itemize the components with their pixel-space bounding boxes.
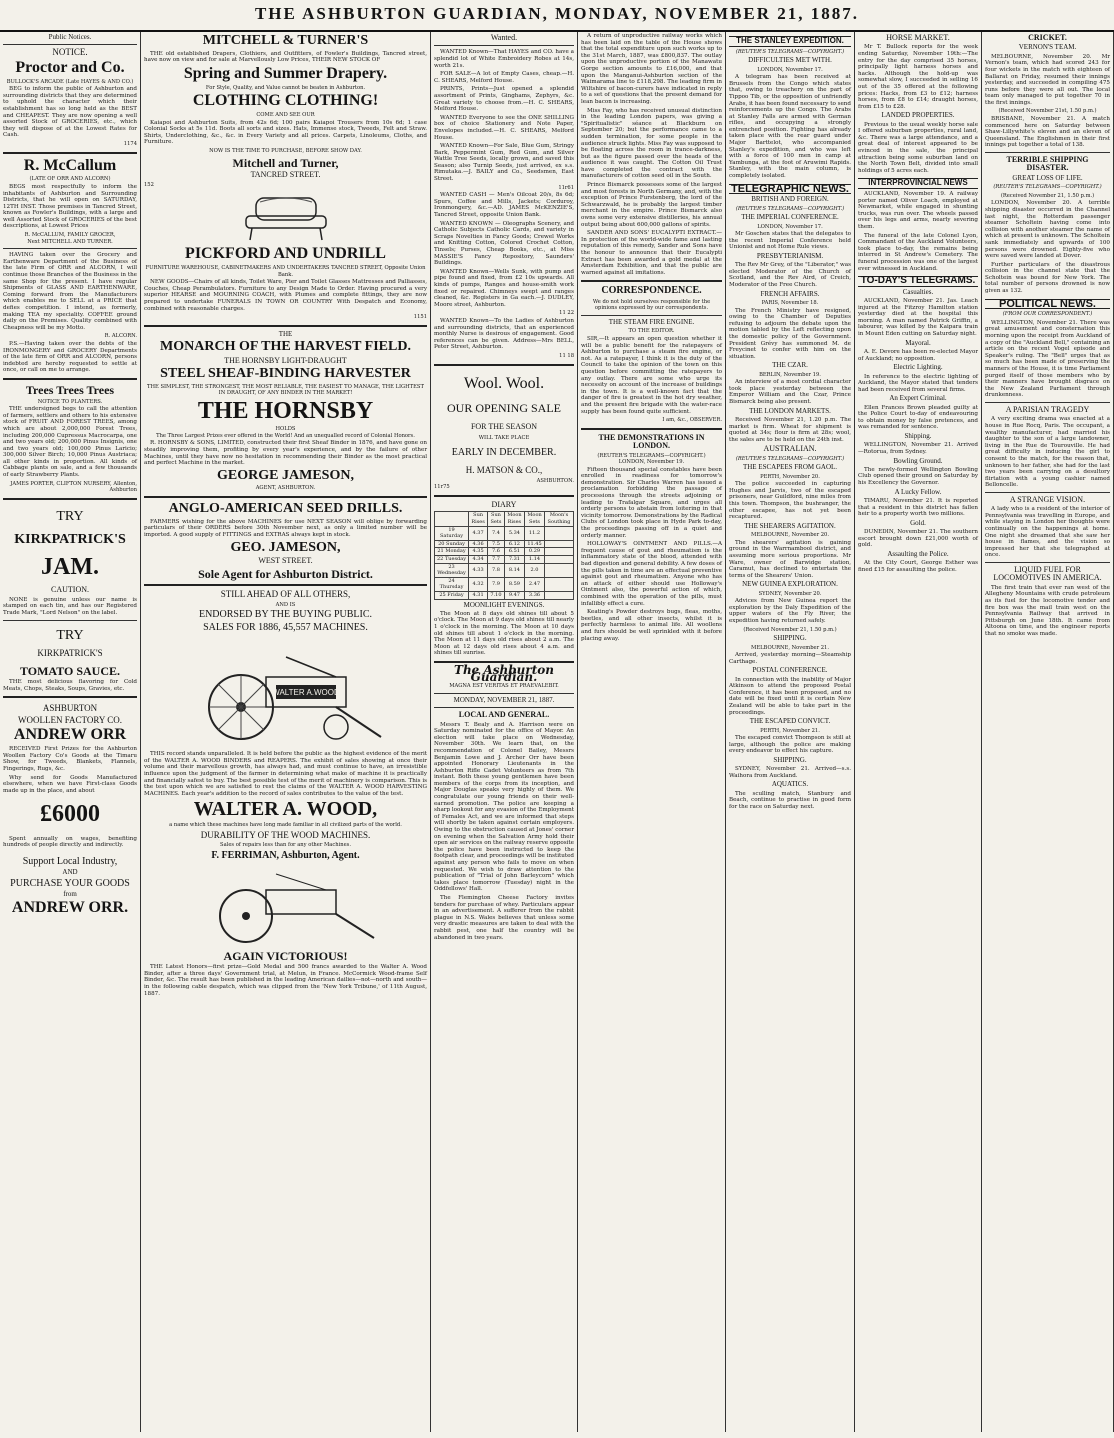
diary-cell: 23 Wednesday: [435, 563, 469, 577]
spent-text: Spent annually on wages, benefiting hundreds of people directly and indirectly.: [3, 835, 137, 849]
interprovincial-body-2: The funeral of the late Colonel Lyon, Commandant of the Auckland Volunteers, took place to-day, the remains being interred in St Andrew's Cemetery. The funeral procession was one of the largest ever witnessed in Auckland.: [858, 232, 978, 272]
jam-heading: JAM.: [41, 554, 99, 581]
todays-telegrams-heading: TO-DAY'S TELEGRAMS.: [858, 276, 978, 287]
presbyterianism-heading: PRESBYTERIANISM.: [756, 251, 824, 260]
vernon-heading: VERNON'S TEAM.: [1018, 43, 1077, 52]
escapes-heading: THE ESCAPEES FROM GAOL.: [742, 463, 838, 472]
diary-cell: 1.14: [524, 555, 544, 563]
diary-cell: [545, 555, 574, 563]
again-body: THE Latest Honors—first prize—Gold Medal and 500 francs awarded to the Walter A. Wood Binder, after a three days' Government trial, at Melun, in France. McCormick Wood-frame Self Binder, &c. The result has been published in the leading American dailies—not—north and south—in the following cable despatch, which was clipped from the 'New York Tribune,' of 11th August, 1887.: [144, 964, 427, 997]
purchase-heading: PURCHASE YOUR GOODS: [10, 877, 130, 889]
spring-heading: Spring and Summer Drapery.: [183, 64, 388, 82]
binder-illustration-icon: [196, 866, 376, 946]
diary-row: [435, 548, 574, 556]
amount-heading: £6000: [40, 801, 100, 828]
diary-cell: 7.31: [504, 555, 524, 563]
clothing-heading: CLOTHING CLOTHING!: [192, 92, 379, 110]
casualties-body: AUCKLAND, November 21. Jas. Leach injured at the Fitzroy Hamilton station yesterday died at the hospital this morning. A man named Patrick Griffin, a labourer, was killed by the Kaipara train in Mount Eden cutting on Saturday night.: [858, 298, 978, 338]
convict-body: The escaped convict Thompson is still at large, although the police are making every endeavor to effect his capture.: [729, 735, 851, 755]
disaster-heading: TERRIBLE SHIPPING DISASTER.: [1006, 155, 1089, 173]
trees-body: THE undersigned begs to call the attention of farmers, settlers and others to his extensive stock of FRUIT AND FOREST TREES, among which are about 2,000,000 Forest Trees, including 200,000 Cupressus Macrocarpa, one and two years old; 200,000 Pinus Insignis, one and two years old; 100,000 Pinus Laricio; 300,000 Silver Birch; 10,000 Pinus Austriaca; all other kinds in proportion. All kinds of Cabbage plants on sale, and a few thousands of early Strawberry Plants.: [3, 406, 137, 479]
mccallum-signature: R. McCALLUM, FAMILY GROCER,: [24, 232, 116, 239]
shipping-date: MELBOURNE, November 21.: [751, 644, 829, 651]
three-prizes-text: The Three Largest Prizes ever offered in the World! And an unequalled record of Colonial Honors.: [156, 432, 415, 439]
political-sub: (FROM OUR CORRESPONDENT.): [1002, 311, 1093, 318]
convict-heading: THE ESCAPED CONVICT.: [749, 717, 831, 726]
local-heading: LOCAL AND GENERAL.: [458, 710, 550, 720]
andrew-orr-footer: ANDREW ORR.: [11, 899, 129, 917]
shipping-body: Arrived, yesterday morning—Steamship Carthage.: [729, 652, 851, 665]
stanley-date: LONDON, November 17.: [757, 66, 823, 73]
column-7: [982, 32, 1114, 1432]
holloway-body: HOLLOWAY'S OINTMENT AND PILLS.—A frequent cause of gout and rheumatism is the inflammatory state of the blood, attended with bad digestion and general debility. A few doses of the pills taken in time are an effectual preventive against gout and rheumatism. Anyone who has an attack of either should use Holloway's Ointment also, the powerful action of which, combined with the operation of the pills, must infallibly effect a cure.: [581, 541, 722, 607]
column-3: [431, 32, 578, 1432]
diary-header-cell: Sun Sets: [488, 512, 505, 526]
diary-cell: 4.34: [469, 555, 488, 563]
escapes-date: PERTH, November 20.: [760, 473, 820, 480]
diary-heading: DIARY: [491, 500, 517, 510]
diary-cell: 9.47: [504, 591, 524, 599]
matson-ashburton: ASHBURTON.: [536, 477, 574, 484]
czar-body: An interview of a most cordial character took place yesterday between the Emperor William and the Czar, Prince Bismarck being also present.: [729, 379, 851, 405]
wanted-2: FOR SALE—A lot of Empty Cases, cheap.—H. C. SHEARS, Melford House.: [434, 71, 574, 84]
mitchell-turner-body: THE old established Drapers, Clothiers, and Outfitters, of Fowler's Buildings, Tancred street, have now on view and for sale at Marvellously Low Prices, THEIR NEW STOCK OF: [144, 50, 427, 64]
wanted-3: PRINTS, Prints—Just opened a splendid assortment of Prints, Ginghams, Zephyrs, &c. Great variety to choose from.—H. C. SHEARS, Melford House.: [434, 86, 574, 113]
opening-sale-heading: OUR OPENING SALE: [447, 401, 561, 416]
matson-num: 11r75: [434, 484, 450, 491]
diary-cell: [545, 563, 574, 577]
bowling-heading: Bowling Ground.: [893, 456, 943, 465]
tomato-body: THE most delicious flavoring for Cold Meats, Chops, Steaks, Soups, Gravies, etc.: [3, 679, 137, 692]
mccallum-next: Next MITCHELL AND TURNER.: [27, 238, 113, 245]
ferriman-heading: F. FERRIMAN, Ashburton, Agent.: [211, 850, 360, 862]
monarch-heading: MONARCH OF THE HARVEST FIELD.: [160, 339, 411, 355]
vernon-body: MELBOURNE, November 20. Mr Vernon's team, which had scored 243 for four wickets in the match with eighteen of Ballarat on Friday, resumed their innings yesterday, and succeeded in compiling 475 runs before they were all out. The local team only managed to put together 70 in the first innings.: [985, 53, 1110, 106]
column-6: [855, 32, 982, 1432]
telegraphic-heading: TELEGRAPHIC NEWS.: [729, 184, 851, 195]
mayoral-body: A. E. Devore has been re-elected Mayor of Auckland; no opposition.: [858, 348, 978, 362]
spring-sub: For Style, Quality, and Value cannot be beaten in Ashburton.: [205, 84, 366, 91]
diary-cell: [545, 526, 574, 540]
mitchell-turner-num: 152: [144, 181, 154, 188]
shipping-2-heading: SHIPPING.: [773, 755, 807, 764]
will-take-place: WILL TAKE PLACE: [478, 435, 530, 442]
proctor-body: BEG to inform the public of Ashburton and surrounding districts that they are determined to uphold the character which their establishment has so long held as the BEST and CHEAPEST. They are now opening a well assorted Stock of GROCERIES, etc., which they will dispose of at the Lowest Rates for Cash.: [3, 86, 137, 139]
parisian-heading: A PARISIAN TRAGEDY: [1005, 404, 1090, 414]
and-word: AND: [62, 868, 78, 877]
mccallum-body: BEGS most respectfully to inform the inhabitants of Ashburton and Surrounding Districts, that he will open on SATURDAY, 12TH INST. Those premises in Tancred Street, known as Fowler's Buildings, with a large and well Assorted Stock of GROCERIES of the best descriptions, at Lowest Prices: [3, 183, 137, 230]
wanted-8: WANTED Known—Wells Sunk, with pump and pipe found and fixed, from £2 10s upwards. All kinds of pumps, Ranges and house-smith work fixed or repaired. Chimneys swept and ranges cleaned, &c. Registers in Ga each.—J. DUDLEY, Moore street, Ashburton.: [434, 268, 574, 308]
try-heading-1: TRY: [56, 508, 84, 524]
from-word: from: [63, 890, 77, 899]
masthead-title: THE ASHBURTON GUARDIAN, MONDAY, NOVEMBER 21, 1887.: [254, 4, 860, 23]
diary-cell: [545, 548, 574, 556]
diary-cell: 22 Tuesday: [435, 555, 469, 563]
pickford-num: 1151: [413, 314, 427, 321]
stanley-sub: (REUTER'S TELEGRAMS—COPYRIGHT.): [735, 48, 845, 55]
imperial-heading: THE IMPERIAL CONFERENCE.: [741, 213, 839, 222]
trees-signature: JAMES PORTER, CLIFTON NURSERY, Allenton, Ashburton: [10, 480, 137, 494]
police-body: At the City Court, George Esther was fined £15 for assaulting the police.: [858, 560, 978, 573]
seance-body: Miss Fay, who has received unusual distinction in the leading London papers, was giving a "Spiritualistic" séance at Blackburn on September 20; but the performance came to a sudden termination, for some people in the audience struck lights. Miss Fay was supposed to be floating across the room in trance-darkness, but as the figure passed over the heads of the audience it was caught. The Cotton Oil Trust have completed the contract with the manufacturers of cotton seed oil in the South.: [581, 107, 722, 180]
paper-motto: MAGNA EST VERITAS ET PRAEVALEBIT.: [449, 683, 559, 690]
shipping-2-body: SYDNEY, November 21. Arrived—s.s. Waihora from Auckland.: [729, 766, 851, 779]
kirkpatrick-heading: KIRKPATRICK'S: [14, 531, 126, 547]
diary-row: [435, 563, 574, 577]
railway-body: A return of unproductive railway works which has been laid on the table of the House shows that the total expenditure upon such works up to the 31st March, 1887, was £800,837. The outlay upon the unproductive portion of the Manawatu Gorge section amounts to £16,000, and that upon the Manganui-Ashburton section of the Waimarama line to £118,298. The leading firm in Wiltshire of bacon-curers have indicated in reply to a set of questions that the present demand for lean bacon is increasing.: [581, 33, 722, 105]
steel-heading: STEEL SHEAF-BINDING HARVESTER: [160, 366, 411, 382]
column-2: [141, 32, 431, 1432]
parisian-body: A very exciting drama was enacted at a house in Rue Rocq, Paris. The occupant, a wealthy manufacturer, had married his daughter to the son of a large landowner, living in the Rue de Tourouville. He had great difficulty in inducing the girl to consent to the match, for the reason that, unknown to her father, she had for the last two years been carrying on a desultory flirtation with a young cashier named Belloncelle.: [985, 416, 1110, 489]
diary-cell: 19 Saturday: [435, 526, 469, 540]
moonlight-heading: MOONLIGHT EVENINGS.: [463, 600, 545, 609]
demonstrations-body: Fifteen thousand special constables have been enrolled in readiness for tomorrow's demonstration. Sir Charles Warren has issued a proclamation forbidding the passage of processions through the streets adjoining or leading to Trafalgar Square, and urges all orderly persons to abstain from loitering in that vicinity tomorrow. Demonstrations by the Radical Clubs of London took place in Hyde Park to-day, the proceedings passing off in a quiet and orderly manner.: [581, 466, 722, 539]
diary-cell: 7.10: [488, 591, 505, 599]
agent-ashburton: AGENT, ASHBURTON.: [255, 485, 316, 492]
vernon-body-2: BRISBANE, November 21. A match commenced here on Saturday between Shaw-Lillywhite's eleven and an eleven of Queensland. The Englishmen in their first innings put together a total of 138.: [985, 116, 1110, 149]
and-is-text: AND IS: [275, 601, 296, 608]
reaper-binder-illustration-icon: [186, 637, 386, 747]
kirkpatrick-heading-2: KIRKPATRICK'S: [37, 648, 103, 659]
mccallum-title: R. McCallum: [23, 156, 117, 174]
sole-agent-heading: Sole Agent for Ashburton District.: [198, 566, 373, 581]
wool-heading: Wool. Wool.: [463, 374, 545, 392]
walter-wood-heading: WALTER A. WOOD,: [193, 798, 378, 821]
criminal-body: Ellen Frances Brown pleaded guilty at the Police Court to-day of endeavouring to obtain money by false pretences, and was remanded for sentence.: [858, 404, 978, 431]
steam-body: SIR,—It appears an open question whether it will be a public benefit for the ratepayers of Ashburton to purchase a steam fire engine, or not. As a ratepayer, I think it is the duty of the Council to take the opinion of the town on this question before committing the ratepayers to any outlay. There are some who urge its necessity on account of the increase of buildings in the town. It is a well-known fact that the danger of fire is greatest in the hot dry weather, and the present fire brigade with the water-race supply has been found quite sufficient.: [581, 336, 722, 415]
column-1: [0, 32, 141, 1432]
armchair-illustration-icon: [226, 192, 346, 242]
received-1: (Received November 21st, 1.50 p.m.): [998, 108, 1097, 115]
local-body: Messrs T. Bealy and A. Harrison were on Saturday nominated for the office of Mayor. An election will take place on Wednesday, November 30th. We learn that, on the recommendation of Colonel Bailey, Messrs Benjamin Lowe and J. Archer Orr have been appointed Honorary Lieutenants in the Ashburton Rifle Cadet Volunteers as from 7th instant. Both these young gentlemen have been members of the corps from its inception, and Major Douglas speaks very highly of them. We congratulate our young friends on their well-earned promotion. The police are keeping a sharp lookout for any evasion of the Employment of Females Act, and we are informed that steps will shortly be taken against certain employers. Owing to the obstruction caused at Jones' corner on evening when the Salvation Army hold their open air services on the railway reserve opposite the police have been instructed to keep the footpath clear, and proceedings will be instituted against any person who fails to move on when requested. We wish to draw attention to the publication of "Trial of John Barleycorn" which takes place tomorrow (Tuesday) night in the Oddfellows' Hall.: [434, 721, 574, 893]
stanley-heading: THE STANLEY EXPEDITION.: [729, 36, 851, 47]
diary-cell: 8.14: [504, 563, 524, 577]
try-heading-2: TRY: [56, 627, 84, 643]
electric-body: In reference to the electric lighting of Auckland, the Mayor stated that tenders had been received from several firms.: [858, 373, 978, 393]
electric-heading: Electric Lighting.: [893, 363, 943, 372]
masthead: [0, 0, 1114, 32]
liquid-heading: LIQUID FUEL FOR LOCOMOTIVES IN AMERICA.: [993, 565, 1102, 583]
diary-cell: 25 Friday: [435, 591, 469, 599]
guinea-heading: NEW GUINEA EXPLORATION.: [742, 580, 838, 589]
gold-heading: Gold.: [910, 518, 926, 527]
wanted-5-num: 11r61: [558, 184, 574, 191]
geo-jameson-heading: GEO. JAMESON,: [230, 539, 341, 555]
season-text: FOR THE SEASON: [470, 421, 538, 431]
hornsby-heading: THE HORNSBY: [197, 398, 374, 425]
come-text: COME AND SEE OUR: [256, 112, 315, 119]
australian-heading: AUSTRALIAN.: [763, 444, 817, 454]
mccallum-late: (LATE OF ORR AND ALCORN): [29, 176, 111, 183]
diary-cell: 5.34: [504, 526, 524, 540]
diary-cell: 4.32: [469, 577, 488, 591]
correspondence-note: We do not hold ourselves responsible for the opinions expressed by our correspondents.: [592, 298, 711, 312]
diary-header-cell: [435, 512, 469, 526]
diary-cell: 24 Thursday: [435, 577, 469, 591]
postal-body: In connection with the inability of Major Atkinson to attend the proposed Postal Conference, it has been proposed, and no date will be fixed until it is certain New Zealand will be able to take part in the proceedings.: [729, 676, 851, 716]
loss-heading: GREAT LOSS OF LIFE.: [1012, 173, 1083, 182]
mayoral-heading: Mayoral.: [905, 338, 931, 347]
cricket-heading: CRICKET.: [1028, 33, 1067, 42]
guinea-body: Advices from New Guinea report the exploration by the Daly Expedition of the upper waters of the Fly River, the expedition having returned safely.: [729, 598, 851, 625]
trees-title: Trees Trees Trees: [25, 382, 115, 397]
hornsby-light-heading: THE HORNSBY LIGHT-DRAUGHT: [224, 355, 347, 365]
tomato-heading: TOMATO SAUCE.: [19, 663, 121, 678]
diary-cell: 4.37: [469, 526, 488, 540]
landed-heading: LANDED PROPERTIES.: [881, 111, 955, 120]
wanted-5: WANTED Known—For Sale, Blue Gum, Stringy Bark, Peppermint Gum, Red Gum, and Silver Wattle Tree Seeds, locally grown, and saved this Season; also Turnip Seeds, just arrived, ex s.s. Rimutaka.—J. BAILY and Co., Seedsmen, East Street.: [434, 143, 574, 183]
wanted-4: WANTED Everyone to see the ONE SHILLING box of choice Stationery and Note Paper, Envelopes included.—H. C. SHEARS, Melford House.: [434, 114, 574, 141]
wood-tagline: a name which these machines have long made familiar in all civilized parts of the world.: [169, 822, 402, 829]
shipping-heading: SHIPPING.: [773, 634, 807, 643]
diary-cell: 7.5: [488, 540, 505, 548]
diary-cell: 20 Sunday: [435, 540, 469, 548]
early-december-heading: EARLY IN DECEMBER.: [451, 446, 557, 458]
support-heading: Support Local Industry,: [22, 855, 118, 867]
woollen-body: RECEIVED First Prizes for the Ashburton Woollen Factory Co's Goods at the Timaru Show, for Tweeds, Blankets, Flannels, Fingerings, Rugs, &c.: [3, 746, 137, 772]
clothing-body: Kaiapoi and Ashburton Suits, from 42s 6d; 100 pairs Kaiapoi Trousers from 10s 6d; 1 case Colonial Socks at 5s 11d. Boots all sorts and sizes. Hats, Immense stock, Tweeds, Felt and Straw. Shirts, Underclothing, &c., &c. in Every Variety and all prices. Carpets, Linoleums, Cloths, and Furniture.: [144, 119, 427, 146]
wanted-9: WANTED Known—To the Ladies of Ashburton and surrounding districts, that an experienced monthly Nurse is desirous of engagement. Good references can be given. Address—Mrs BELL, Peter Street, Ashburton.: [434, 317, 574, 351]
wanted-8-num: 11 22: [559, 310, 574, 317]
imperial-body: Mr Goschen states that the delegates to the recent Imperial Conference held Unionist and not Home Rule views.: [729, 231, 851, 251]
durability-heading: DURABILITY OF THE WOOD MACHINES.: [200, 830, 371, 840]
diary-cell: 7.6: [488, 548, 505, 556]
dateline: MONDAY, NOVEMBER 21, 1887.: [453, 695, 555, 704]
west-street: WEST STREET.: [258, 556, 313, 566]
diary-cell: [545, 540, 574, 548]
demonstrations-date: LONDON, November 19.: [618, 459, 685, 466]
lucky-body: TIMARU, November 21. It is reported that a resident in this district has fallen heir to a property worth two millions.: [858, 498, 978, 518]
markets-body: Received November 21, 1.20 p.m. The market is firm. Wheat for shipment is quoted at 34s; flour is firm at 28s; wool, the sales are to be held on the 24th inst.: [729, 416, 851, 443]
shearers-body: The shearers' agitation is gaining ground in the Warrnambool district, and assuming more serious proportions. Mr Ware, owner of Barwidge station, Caramut, has declined to entertain the terms of the Shearers' Union.: [729, 539, 851, 579]
machine-label: WALTER A.WOOD: [271, 688, 340, 698]
diary-row: [435, 540, 574, 548]
to-editor: TO THE EDITOR.: [628, 328, 675, 335]
disaster-sub: (REUTER'S TELEGRAMS—COPYRIGHT.): [993, 184, 1102, 191]
diary-cell: 7.7: [488, 555, 505, 563]
wanted-6: WANTED CASH — Men's Oilcoat 20/s, 8s 6d; Spurs, Coffee and Mills, Jackets; Corduroy, Ironmongery, &c.—AD. JAMES McKENZIE'S, Tancred Street, opposite Union Bank.: [434, 192, 574, 219]
wanted-9-num: 11 18: [559, 352, 574, 359]
moonlight-body: The Moon at 8 days old shines till about 5 o'clock. The Moon at 9 days old shines till nearly 1 o'clock in the morning. The Moon at 10 days old shines till about 1 o'clock in the morning. The Moon at 11 days old rises about 2 a.m. The Moon at 12 days old rises about 4 a.m. and shines till sunrise.: [434, 610, 574, 657]
bismarck-body: Prince Bismarck possesses some of the largest and most forests in North Germany, and, with the exception of Prince Furstenberg, the lord of the Schwarzwald, he is probably the largest timber merchant in the empire. Prince Bismarck also owns some very extensive distilleries, his annual output being about 600,000 gallons of spirits.: [581, 182, 722, 228]
diary-cell: 6.51: [504, 548, 524, 556]
diary-row: [435, 526, 574, 540]
shearers-heading: THE SHEARERS AGITATION.: [744, 521, 836, 530]
anglo-body: FARMERS wishing for the above MACHINES for use NEXT SEASON will oblige by forwarding particulars of their ORDERS before 30th November next, as only a limited number will be imported. A good supply of FITTINGS and EXTRAS always kept in stock.: [144, 518, 427, 538]
column-4: [578, 32, 726, 1432]
diary-header-cell: Moon Rises: [504, 512, 524, 526]
strange-body: A lady who is a resident of the interior of Pennsylvania was travelling in Europe, and while staying in London her thoughts were continually on the happenings at home. One night she dreamed that she saw her house in flames, and the vision so impressed her that she telegraphed at once.: [985, 506, 1110, 559]
diary-cell: 7.4: [488, 526, 505, 540]
diary-cell: 0.29: [524, 548, 544, 556]
gold-body: DUNEDIN, November 21. The southern escort brought down £21,000 worth of gold.: [858, 529, 978, 549]
disaster-body: LONDON, November 20. A terrible shipping disaster occurred in the Channel last night, the Rotterdam passenger steamer Scholtein having come into collision with another steamer the name of which at present is unknown. The Scholtein sank immediately and upwards of 100 persons were drowned. Eighty-five who were saved were landed at Dover.: [985, 200, 1110, 260]
andrew-orr-heading: ANDREW ORR: [13, 726, 127, 744]
pickford-title: PICKFORD AND UNDRILL: [185, 245, 386, 263]
correspondence-heading: CORRESPONDENCE.: [601, 285, 702, 297]
proctor-address: BULLOCK'S ARCADE (Late HAYES & AND CO.): [6, 78, 134, 85]
diary-cell: 2.0: [524, 563, 544, 577]
mitchell-turner-title: MITCHELL & TURNER'S: [202, 33, 369, 48]
repairs-text: Sales of repairs less than for any other Machines.: [220, 842, 351, 849]
diary-cell: 4.33: [469, 563, 488, 577]
disaster-body-2: Further particulars of the disastrous collision in the channel state that the Scholtein was bound for New York. The total number of persons drowned is now given as 132.: [985, 261, 1110, 295]
column-5: [726, 32, 855, 1432]
holds-text: HOLDS: [275, 426, 296, 433]
shearers-date: MELBOURNE, November 20.: [751, 532, 829, 539]
diary-header-cell: Moon Sets: [524, 512, 544, 526]
horse-market-body: Mr T. Bullock reports for the week ending Saturday, November 19th:—The entry for the day comprised 35 horses, principally light harness horses and hacks. Although the hold-up was somewhat slow, I succeeded in selling 16 out of the 35 offered at the following prices: Hacks, from £3 to £12; harness horses, from £8 to £14; draught horses, from £15 to £28.: [858, 44, 978, 110]
liquid-body: The first train that ever ran west of the Allegheny Mountains with crude petroleum as its fuel for the locomotive tender and fire box was the mail train west on the Pennsylvania Railway that arrived in Pittsburgh on June 18th. It came from Altoona on time, and the engineer reports that no smoke was made.: [985, 584, 1110, 637]
pickford-body: NEW GOODS—Chairs of all kinds, Toilet Ware, Pier and Toilet Glasses Mattresses and Palliasses, Couches, Cheap Perambulators. Furniture to any Design Made to Order. Having procured a very superior HEARSE and MOURNING COACH, with Plumes and complete fittings, they are now prepared to undertake FUNERALS IN TOWN OR COUNTRY With Despatch and Economy, combined with reasonable charges.: [144, 279, 427, 312]
aquatics-body: The sculling match, Stanbury and Beach, continue to practise in good form for the race on Saturday next.: [729, 790, 851, 811]
caution-body: NONE is genuine unless our name is stamped on each tin, and has our Registered Trade Mark, "Lord Nelson" on the label.: [3, 596, 137, 616]
diary-cell: 6.12: [504, 540, 524, 548]
french-body: The French Ministry have resigned, owing to the Chamber of Deputies refusing to adjourn the debate upon the motion tabled by the Left reflecting upon the domestic policy of the Government. President Grévy has summoned M. de Freycinet to confer with him on the situation.: [729, 307, 851, 360]
anglo-american-heading: ANGLO-AMERICAN SEED DRILLS.: [168, 501, 403, 517]
french-heading: FRENCH AFFAIRS.: [760, 289, 820, 298]
diary-cell: [545, 577, 574, 591]
notice-heading: NOTICE.: [52, 47, 88, 58]
george-jameson-heading: GEORGE JAMESON,: [217, 467, 354, 483]
interprovincial-body: AUCKLAND, November 19. A railway porter named Oliver Loach, employed at Newmarket, while engaged in shunting trucks, was run over. The wheels passed over his legs and arms, nearly severing them.: [858, 191, 978, 230]
casualties-heading: Casualties.: [902, 287, 934, 296]
political-heading: POLITICAL NEWS.: [985, 299, 1110, 310]
demonstrations-heading: THE DEMONSTRATIONS IN LONDON.: [598, 432, 705, 451]
british-sub: (REUTER'S TELEGRAMS—COPYRIGHT.): [735, 205, 845, 212]
diary-row: [435, 577, 574, 591]
escapes-body: The police succeeded in capturing Hughes and Jarvis, two of the escaped prisoners, near Guildford, nine miles from this town. Thompson, the bushranger, the other escapee, has not yet been recaptured.: [729, 481, 851, 521]
wanted-header: Wanted.: [490, 33, 518, 42]
alcorn-ps: P.S.—Having taken over the debts of the IRONMONGERY and GROCERY Departments of the late firm of ORR and ALCORN, persons indebted are hereby requested to settle at once, or call on me to arrange.: [3, 340, 137, 374]
imperial-date: LONDON, November 17.: [757, 223, 823, 230]
mitchell-turner-sig: Mitchell and Turner,: [232, 155, 339, 170]
wanted-1: WANTED Known—That HAYES and CO. have a splendid lot of White Embroidery Robes at 14s, worth 21s.: [434, 49, 574, 69]
endorsed-heading: ENDORSED BY THE BUYING PUBLIC.: [198, 609, 373, 621]
shipping-col6-heading: Shipping.: [904, 432, 932, 441]
bowling-body: The newly-formed Wellington Bowling Club opened their ground on Saturday by his Excellency the Governor.: [858, 466, 978, 487]
tancred-street: TANCRED STREET.: [250, 170, 321, 180]
diary-cell: 11.2: [524, 526, 544, 540]
postal-heading: POSTAL CONFERENCE.: [752, 666, 828, 675]
the-word: THE: [278, 329, 293, 338]
hornsby-body: R. HORNSBY & SONS, LIMITED, constructed their first Sheaf Binder in 1876, and have gone on steadily improving them, profiting by every year's experience, and by the failure of other Machines, until they have now no hesitation in recommending their Binder as the most practical and perfect Machine in the market.: [144, 440, 427, 467]
wanted-7: WANTED KNOWN — Oleographs Scenery, and Catholic Subjects Catholic Cards, and variety in Scraps Novelties in Fancy Goods; Crewel Works and Knitting Cotton, Colored Crochet Cotton, Tinsels; Purses, Cheap Books, etc., at Miss MASSIE'S Fancy Repository, Saunders' Buildings.: [434, 220, 574, 267]
diary-cell: 4.31: [469, 591, 488, 599]
pickford-sub: FURNITURE WAREHOUSE, CABINETMAKERS AND UNDERTAKERS TANCRED STREET, Opposite Union Bank.: [145, 265, 426, 278]
proctor-num: 1174: [123, 140, 137, 147]
again-victorious-heading: AGAIN VICTORIOUS!: [223, 948, 348, 963]
british-foreign-heading: BRITISH AND FOREIGN.: [751, 195, 829, 204]
public-notices-header: Public Notices.: [48, 33, 92, 41]
difficulties-heading: DIFFICULTIES MET WITH.: [748, 56, 832, 65]
trees-sub: NOTICE TO PLANTERS.: [37, 398, 103, 405]
now-text: NOW IS THE TIME TO PURCHASE, BEFORE SHOW DAY.: [209, 148, 362, 155]
strange-heading: A STRANGE VISION.: [1009, 494, 1086, 504]
aquatics-heading: AQUATICS.: [771, 780, 809, 789]
alcorn-signature: R. ALCORN.: [104, 333, 137, 340]
diary-cell: 7.8: [488, 563, 505, 577]
woollen-heading: WOOLLEN FACTORY CO.: [17, 714, 123, 725]
diary-cell: 8.59: [504, 577, 524, 591]
czar-heading: THE CZAR.: [772, 361, 808, 370]
diary-cell: 4.36: [469, 540, 488, 548]
czar-date: BERLIN, November 19.: [759, 371, 821, 378]
matson-heading: H. MATSON & CO.,: [465, 465, 543, 476]
why-text: Why send for Goods Manufactured elsewhere, when we have First-class Goods made up in the place, and about: [3, 774, 137, 794]
diary-cell: 4.35: [469, 548, 488, 556]
criminal-heading: An Expert Criminal.: [889, 394, 947, 403]
convict-date: PERTH, November 21.: [760, 727, 820, 734]
diary-header-cell: Moon's Southing: [545, 512, 574, 526]
ashburton-heading: ASHBURTON: [42, 703, 98, 714]
stanley-body: A telegram has been received at Brussels from the Congo which states that, owing to treachery on the part of Tippoo Tib, or the opposition of unfriendly Arabs, it has been found necessary to send reinforcements up the Congo. The Arabs at Stanley Falls are armed with German rifles, and occupying a strongly entrenched position. Fighting has already taken place with the rear guard under Major Barttelot, who accompanied Stanley's expedition, and who was left with a force of 100 men in camp at Yambunga, at the foot of Aruwimi Rapids. Stanley, with the main column, is completely isolated.: [729, 74, 851, 180]
political-body: WELLINGTON, November 21. There was great amusement and consternation this morning upon the receipt from Auckland of a copy of the "Auckland Bell," containing an article on the recent Vogel episode and Speaker's ruling. The "Bell" urges that as so much has been made of preserving the manners of the House, it is time Parliament purged itself of those members who by their manners have brought disgrace on the New Zealand Parliament through drunkenness.: [985, 319, 1111, 399]
police-heading: Assaulting the Police.: [887, 549, 949, 558]
presbyterianism-body: The Rev Mr Grey, of the "Liberator," was elected Moderator of the Church of Scotland, and the Rev Aird, of Creich, Moderator of the Free Church.: [729, 262, 851, 288]
diary-cell: 21 Monday: [435, 548, 469, 556]
horse-market-heading: HORSE MARKET.: [886, 33, 950, 42]
caution-heading: CAUTION.: [51, 585, 89, 595]
diary-cell: 7.9: [488, 577, 505, 591]
shipping-col6-body: WELLINGTON, November 21. Arrived—Rotorua, from Sydney.: [858, 442, 978, 455]
keating-body: Keating's Powder destroys bugs, fleas, moths, beetles, and all other insects, whilst it is perfectly harmless to animal life. All woollens and furs should be well sprinkled with it before placing away.: [581, 609, 722, 642]
sander-body: SANDER AND SONS' EUCALYPTI EXTRACT.—In protection of the world-wide fame and lasting reputation of this remedy, Sander and Sons have the honour to announce that their Eucalypti Extract has been awarded a gold medal at the Amsterdam Exhibition, and that the public are warned against all imitations.: [581, 230, 722, 276]
landed-body: Previous to the usual weekly horse sale I offered suburban properties, rural land, &c. There was a large attendance, and a great deal of interest appeared to be evinced in the sale, the principal attraction being some suburban land on the North Town Belt, divided into small holdings of 5 acres each.: [858, 121, 978, 174]
still-ahead-heading: STILL AHEAD OF ALL OTHERS,: [220, 589, 351, 600]
diary-cell: 2.47: [524, 577, 544, 591]
alcorn-body: HAVING taken over the Grocery and Earthenware Department of the Business of the late Firm of ORR and ALCORN, I will continue those Branches of the Business in the same Shop for the present. I have regular Shipments of GLASS AND EARTHENWARE, Coming forward from the Manufacturers which enables me to SELL at a PRICE that defies competition. I intend, as formerly, making TEA my speciality. COFFEE ground daily on the Premises. Quality combined with Cheapness will be my Motto.: [3, 252, 137, 331]
diary-row: [435, 591, 574, 599]
diary-cell: 11.45: [524, 540, 544, 548]
diary-table: [434, 511, 574, 599]
guinea-date: SYDNEY, November 20.: [758, 590, 822, 597]
diary-row: [435, 555, 574, 563]
interprovincial-heading: INTERPROVINCIAL NEWS: [858, 178, 978, 189]
london-markets-heading: THE LONDON MARKETS.: [749, 406, 831, 415]
proctor-title: Proctor and Co.: [15, 58, 125, 76]
lucky-heading: A Lucky Fellow.: [894, 487, 942, 496]
observer-signature: I am, &c., OBSERVER.: [662, 417, 722, 424]
wood-body: THIS record stands unparalleled. It is held before the public as the highest evidence of the merit of the WALTER A. WOOD BINDERS and REAPERS. The exhibit of sales showing at once their volume and their marvellous growth, has always had, and must continue to have, an irresistible influence upon the judgment of the farmer in determining what make of machine it is practically and financially safest to buy. The best possible test of the merit of machinery is comparison. This is the test upon which we are satisfied to rest the claims of the WALTER A. WOOD HARVESTING MACHINES. Each year's addition to the record of sales contributes to the value of the test.: [144, 751, 427, 797]
paper-title: The Ashburton Guardian.: [454, 663, 554, 684]
received-2: (Received November 21, 1.50 p.m.): [1000, 192, 1095, 199]
diary-header-cell: Sun Rises: [469, 512, 488, 526]
australian-sub: (REUTER'S TELEGRAMS—COPYRIGHT.): [735, 455, 845, 462]
diary-header-row: [435, 512, 574, 526]
simplest-text: THE SIMPLEST, THE STRONGEST, THE MOST RELIABLE, THE EASIEST TO MANAGE, THE LIGHTEST IN DRAUGHT, OF ANY BINDER IN THE MARKET!: [147, 383, 424, 397]
steam-heading: THE STEAM FIRE ENGINE.: [608, 318, 695, 327]
sales-heading: SALES FOR 1886, 45,557 MACHINES.: [203, 621, 368, 633]
diary-cell: [545, 591, 574, 599]
received-text: (Received November 21, 1.50 p.m.): [743, 626, 837, 633]
local-body-2: The Flemington Cheese Factory invites tenders for purchase of whey. Particulars appear in an advertisement. A sufferer from the rabbit plague in N.S. Wales believes that unless some very drastic measures are taken to deal with the rabbit pest, one half the country will be abandoned in two years.: [434, 894, 574, 941]
diary-cell: 3.36: [524, 591, 544, 599]
demonstrations-sub: (REUTER'S TELEGRAMS—COPYRIGHT.): [597, 452, 706, 459]
french-date: PARIS, November 18.: [761, 299, 819, 306]
